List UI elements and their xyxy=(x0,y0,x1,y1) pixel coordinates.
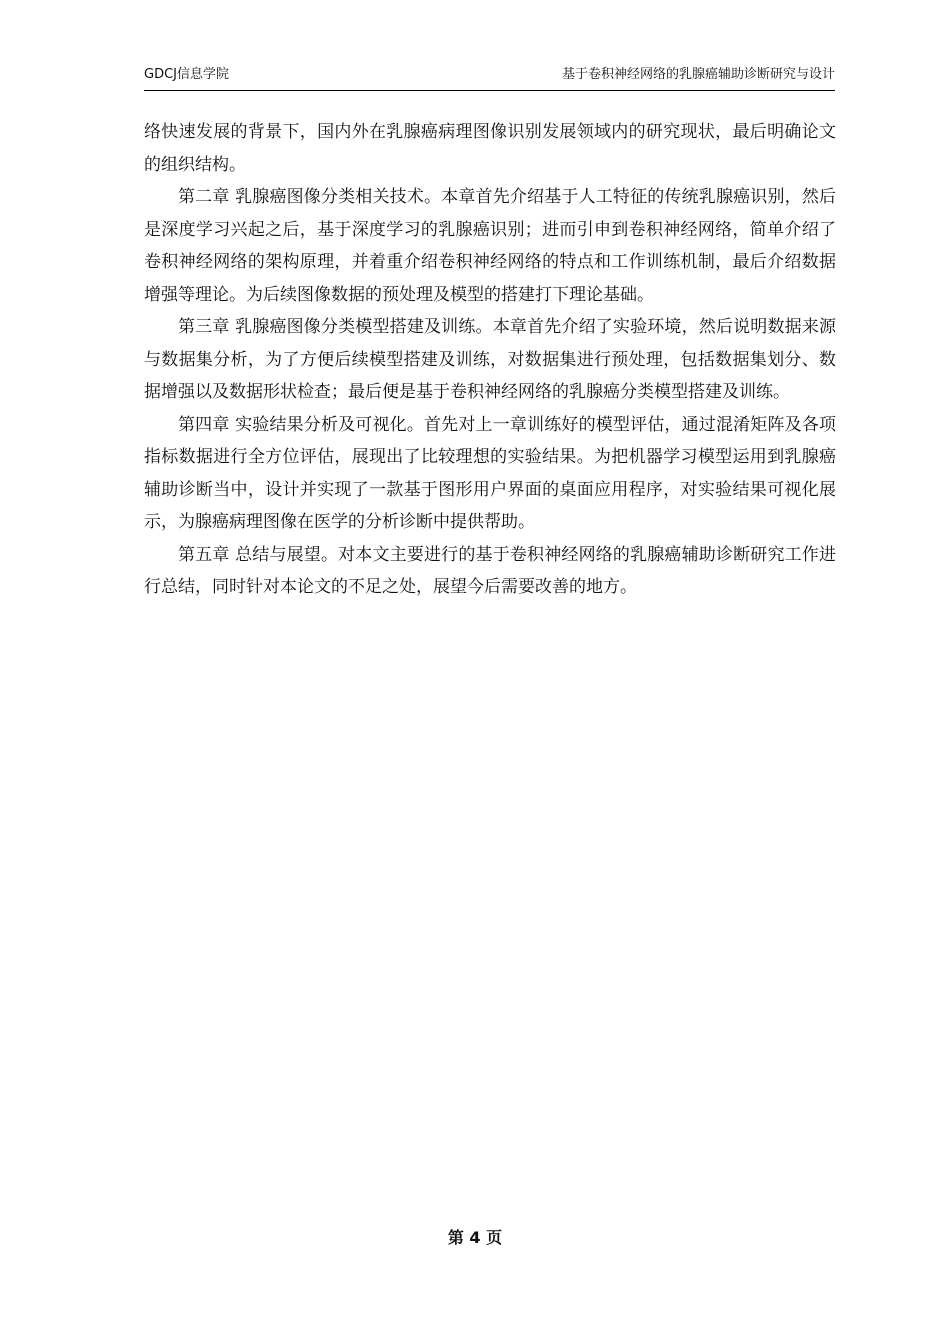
paragraph-continuation: 络快速发展的背景下，国内外在乳腺癌病理图像识别发展领域内的研究现状，最后明确论文的组织结构。 xyxy=(144,122,836,175)
page-number: 第 4 页 xyxy=(447,1228,503,1247)
header-thesis-title: 基于卷积神经网络的乳腺癌辅助诊断研究与设计 xyxy=(561,67,835,82)
paragraph-chapter-3: 第三章 乳腺癌图像分类模型搭建及训练。本章首先介绍了实验环境，然后说明数据来源与数据集分析，为了方便后续模型搭建及训练，对数据集进行预处理，包括数据集划分、数据增强以及数据形状检查；最后便是基于卷积神经网络的乳腺癌分类模型搭建及训练。 xyxy=(144,317,836,402)
paragraph-chapter-5: 第五章 总结与展望。对本文主要进行的基于卷积神经网络的乳腺癌辅助诊断研究工作进行总结，同时针对本论文的不足之处，展望今后需要改善的地方。 xyxy=(144,544,836,597)
header-institution: GDCJ信息学院 xyxy=(144,67,229,82)
paragraph-chapter-4: 第四章 实验结果分析及可视化。首先对上一章训练好的模型评估，通过混淆矩阵及各项指标数据进行全方位评估，展现出了比较理想的实验结果。为把机器学习模型运用到乳腺癌辅助诊断当中，设计并实现了一款基于图形用户界面的桌面应用程序，对实验结果可视化展示，为腺癌病理图像在医学的分析诊断中提供帮助。 xyxy=(144,414,836,532)
page-header xyxy=(144,64,835,91)
paragraph-chapter-2: 第二章 乳腺癌图像分类相关技术。本章首先介绍基于人工特征的传统乳腺癌识别，然后是深度学习兴起之后，基于深度学习的乳腺癌识别；进而引申到卷积神经网络，简单介绍了卷积神经网络的架构原理，并着重介绍卷积神经网络的特点和工作训练机制，最后介绍数据增强等理论。为后续图像数据的预处理及模型的搭建打下理论基础。 xyxy=(144,187,836,305)
body-text xyxy=(144,116,836,604)
